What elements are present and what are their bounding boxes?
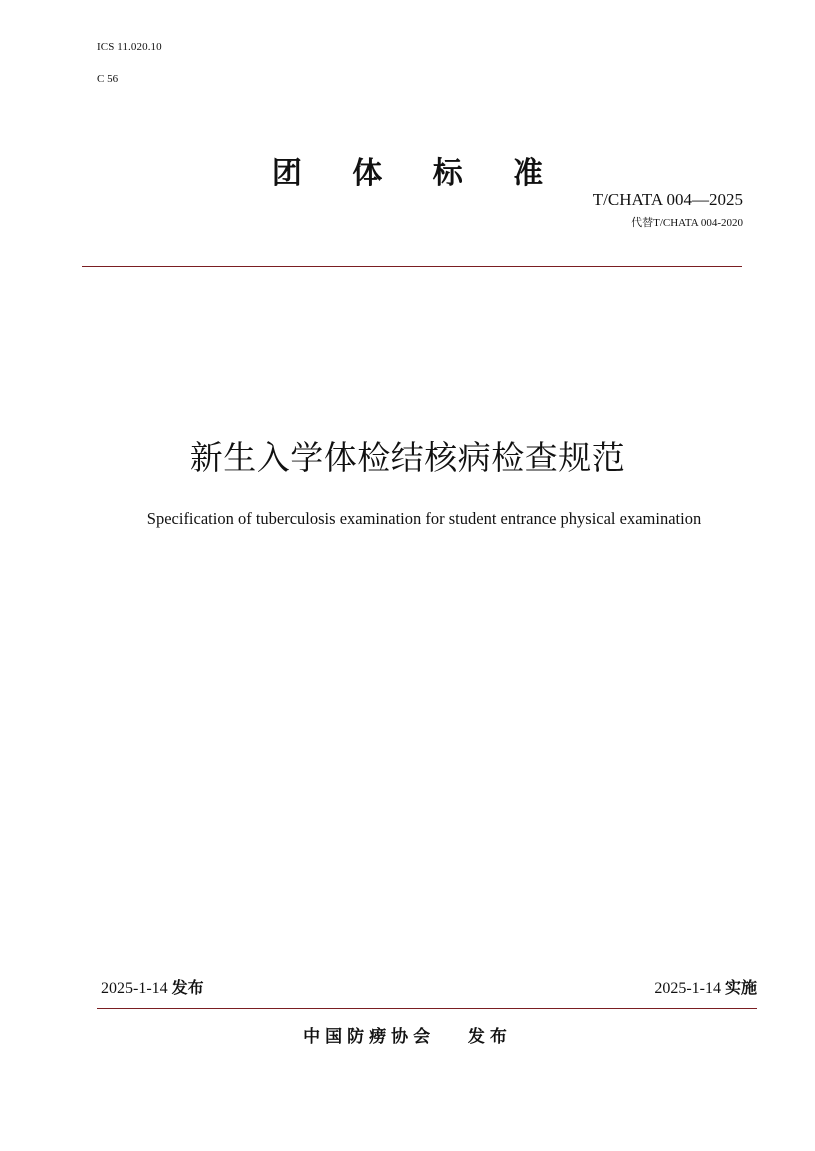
top-divider-rule bbox=[82, 266, 742, 267]
standard-type-heading: 团 体 标 准 bbox=[271, 156, 564, 191]
implementation-label: 实施 bbox=[724, 978, 757, 997]
replaces-standard-note: 代替T/CHATA 004-2020 bbox=[631, 217, 743, 229]
ics-code: ICS 11.020.10 bbox=[97, 41, 162, 53]
title-english: Specification of tuberculosis examination for student entrance physical examination bbox=[146, 509, 702, 528]
issue-date: 2025-1-14 bbox=[101, 980, 168, 997]
implementation-date-line bbox=[654, 975, 757, 998]
title-chinese: 新生入学体检结核病检查规范 bbox=[189, 438, 626, 477]
ccs-code: C 56 bbox=[97, 73, 119, 85]
bottom-divider-rule bbox=[97, 1008, 757, 1009]
publisher-line: 中国防痨协会 发布 bbox=[303, 1027, 512, 1047]
standard-code: T/CHATA 004—2025 bbox=[592, 190, 743, 209]
issue-date-line bbox=[101, 975, 204, 998]
issue-label: 发布 bbox=[171, 978, 204, 997]
implementation-date: 2025-1-14 bbox=[654, 980, 721, 997]
